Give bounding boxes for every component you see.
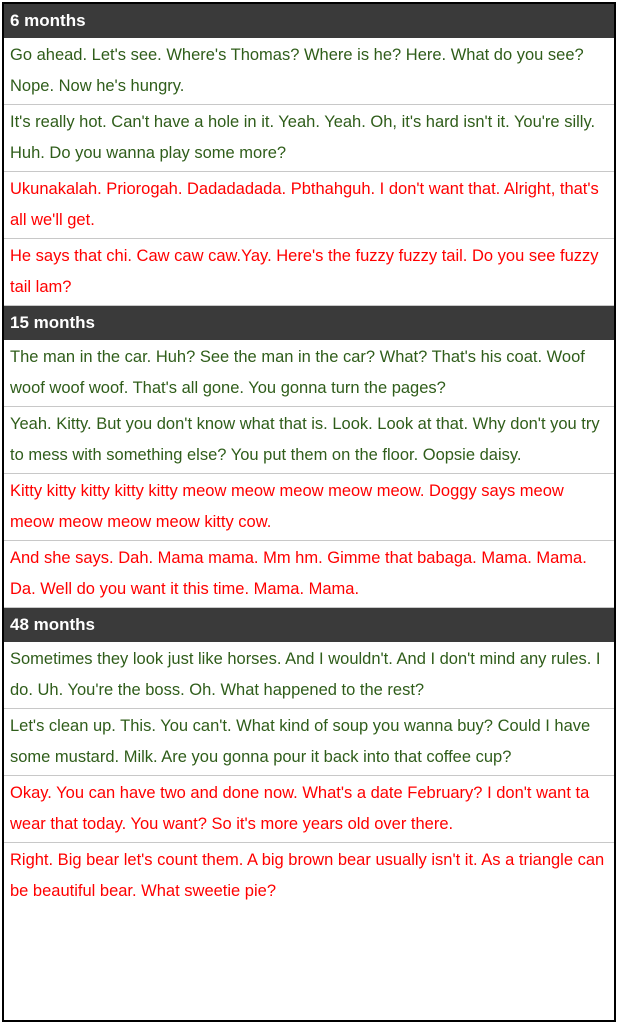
section-header-6-months: 6 months bbox=[4, 4, 614, 38]
transcript-row: Yeah. Kitty. But you don't know what that is. Look. Look at that. Why don't you try to mess with something else? You put them on the floor. Oopsie daisy. bbox=[4, 407, 614, 474]
transcript-row: He says that chi. Caw caw caw.Yay. Here's the fuzzy fuzzy tail. Do you see fuzzy tail lam? bbox=[4, 239, 614, 306]
transcript-row: It's really hot. Can't have a hole in it. Yeah. Yeah. Oh, it's hard isn't it. You're silly. Huh. Do you wanna play some more? bbox=[4, 105, 614, 172]
transcript-row: The man in the car. Huh? See the man in the car? What? That's his coat. Woof woof woof woof. That's all gone. You gonna turn the pages? bbox=[4, 340, 614, 407]
transcript-row: And she says. Dah. Mama mama. Mm hm. Gimme that babaga. Mama. Mama. Da. Well do you want it this time. Mama. Mama. bbox=[4, 541, 614, 608]
transcript-row: Let's clean up. This. You can't. What kind of soup you wanna buy? Could I have some mustard. Milk. Are you gonna pour it back into that coffee cup? bbox=[4, 709, 614, 776]
transcript-row: Okay. You can have two and done now. What's a date February? I don't want ta wear that today. You want? So it's more years old over there. bbox=[4, 776, 614, 843]
transcript-row: Right. Big bear let's count them. A big brown bear usually isn't it. As a triangle can be beautiful bear. What sweetie pie? bbox=[10, 851, 605, 900]
section-header-48-months: 48 months bbox=[4, 608, 614, 642]
transcript-row: Sometimes they look just like horses. And I wouldn't. And I don't mind any rules. I do. Uh. You're the boss. Oh. What happened to the rest? bbox=[4, 642, 614, 709]
transcript-row: Kitty kitty kitty kitty kitty meow meow meow meow meow. Doggy says meow meow meow meow meow kitty cow. bbox=[4, 474, 614, 541]
transcript-table bbox=[2, 2, 616, 1022]
transcript-row: Go ahead. Let's see. Where's Thomas? Where is he? Here. What do you see? Nope. Now he's hungry. bbox=[4, 38, 614, 105]
section-header-15-months: 15 months bbox=[4, 306, 614, 340]
transcript-row: Ukunakalah. Priorogah. Dadadadada. Pbthahguh. I don't want that. Alright, that's all we'll get. bbox=[4, 172, 614, 239]
